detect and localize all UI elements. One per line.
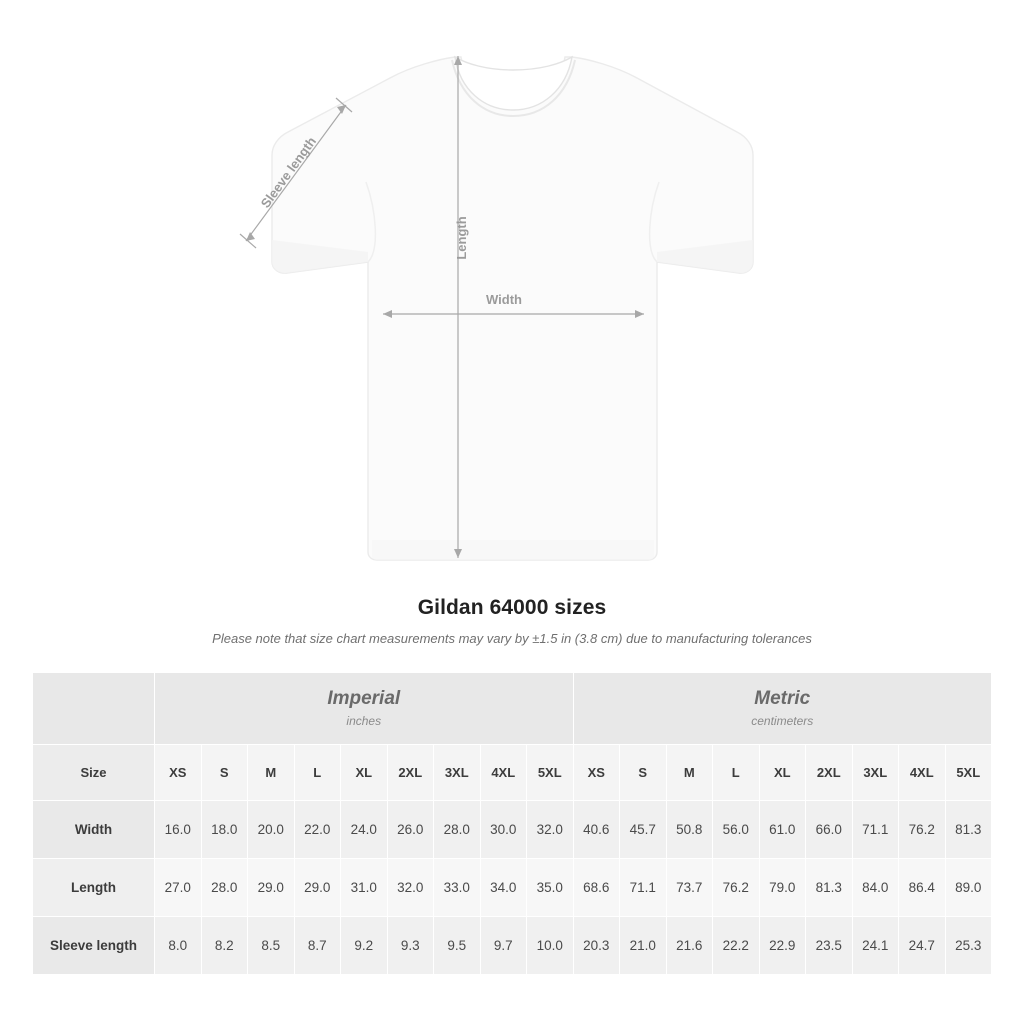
measurement-cell: 68.6 bbox=[573, 859, 620, 917]
row-label: Length bbox=[33, 859, 155, 917]
size-header-cell: XL bbox=[341, 745, 388, 801]
table-row bbox=[33, 917, 992, 975]
shirt-shape bbox=[272, 57, 753, 560]
size-header-cell: 5XL bbox=[527, 745, 574, 801]
table-row bbox=[33, 801, 992, 859]
measurement-cell: 45.7 bbox=[620, 801, 667, 859]
size-header-cell: 4XL bbox=[480, 745, 527, 801]
measurement-cell: 56.0 bbox=[713, 801, 760, 859]
size-table bbox=[32, 672, 992, 975]
measurement-cell: 76.2 bbox=[899, 801, 946, 859]
row-label: Sleeve length bbox=[33, 917, 155, 975]
unit-group-header-metric bbox=[573, 673, 992, 745]
tolerance-note: Please note that size chart measurements may vary by ±1.5 in (3.8 cm) due to manufacturing tolerances bbox=[212, 631, 812, 646]
measurement-cell: 28.0 bbox=[434, 801, 481, 859]
unit-group-name: Imperial bbox=[327, 687, 401, 709]
measurement-cell: 9.7 bbox=[480, 917, 527, 975]
measurement-cell: 32.0 bbox=[387, 859, 434, 917]
measurement-cell: 32.0 bbox=[527, 801, 574, 859]
measurement-cell: 9.3 bbox=[387, 917, 434, 975]
size-header-cell: M bbox=[666, 745, 713, 801]
measurement-cell: 24.1 bbox=[852, 917, 899, 975]
unit-group-header-imperial bbox=[155, 673, 574, 745]
size-header-cell: S bbox=[201, 745, 248, 801]
measurement-cell: 81.3 bbox=[806, 859, 853, 917]
size-header-cell: XS bbox=[155, 745, 202, 801]
size-header-cell: S bbox=[620, 745, 667, 801]
size-header-cell: 2XL bbox=[806, 745, 853, 801]
measurement-cell: 27.0 bbox=[155, 859, 202, 917]
row-label: Width bbox=[33, 801, 155, 859]
measurement-cell: 30.0 bbox=[480, 801, 527, 859]
size-header-cell: M bbox=[248, 745, 295, 801]
measurement-cell: 76.2 bbox=[713, 859, 760, 917]
measurement-cell: 20.3 bbox=[573, 917, 620, 975]
size-header-cell: 3XL bbox=[852, 745, 899, 801]
page-title: Gildan 64000 sizes bbox=[417, 596, 607, 619]
size-header-cell: 4XL bbox=[899, 745, 946, 801]
measurement-cell: 24.0 bbox=[341, 801, 388, 859]
measurement-cell: 22.2 bbox=[713, 917, 760, 975]
measurement-cell: 29.0 bbox=[248, 859, 295, 917]
measurement-cell: 40.6 bbox=[573, 801, 620, 859]
unit-group-sub: inches bbox=[346, 714, 382, 729]
measurement-cell: 29.0 bbox=[294, 859, 341, 917]
measurement-cell: 71.1 bbox=[620, 859, 667, 917]
measurement-cell: 16.0 bbox=[155, 801, 202, 859]
measurement-cell: 50.8 bbox=[666, 801, 713, 859]
size-header-cell: XS bbox=[573, 745, 620, 801]
size-header-label: Size bbox=[33, 745, 155, 801]
size-header-cell: 3XL bbox=[434, 745, 481, 801]
measurement-cell: 9.2 bbox=[341, 917, 388, 975]
measurement-cell: 86.4 bbox=[899, 859, 946, 917]
size-header-row bbox=[33, 745, 992, 801]
measurement-cell: 81.3 bbox=[945, 801, 992, 859]
measurement-cell: 73.7 bbox=[666, 859, 713, 917]
measurement-cell: 31.0 bbox=[341, 859, 388, 917]
measurement-cell: 21.6 bbox=[666, 917, 713, 975]
measurement-cell: 26.0 bbox=[387, 801, 434, 859]
label-length: Length bbox=[454, 216, 469, 260]
table-corner-cell bbox=[33, 673, 155, 745]
measurement-cell: 33.0 bbox=[434, 859, 481, 917]
size-header-cell: L bbox=[294, 745, 341, 801]
measurement-cell: 21.0 bbox=[620, 917, 667, 975]
measurement-cell: 34.0 bbox=[480, 859, 527, 917]
label-sleeve-length: Sleeve length bbox=[257, 134, 320, 211]
measurement-cell: 8.7 bbox=[294, 917, 341, 975]
label-width: Width bbox=[486, 292, 522, 307]
measurement-cell: 28.0 bbox=[201, 859, 248, 917]
measurement-cell: 20.0 bbox=[248, 801, 295, 859]
unit-group-sub: centimeters bbox=[751, 714, 814, 729]
measurement-cell: 18.0 bbox=[201, 801, 248, 859]
unit-group-name: Metric bbox=[754, 687, 811, 709]
measurement-cell: 8.5 bbox=[248, 917, 295, 975]
measurement-cell: 89.0 bbox=[945, 859, 992, 917]
measurement-cell: 22.0 bbox=[294, 801, 341, 859]
measurement-cell: 9.5 bbox=[434, 917, 481, 975]
size-table-wrap bbox=[32, 672, 992, 975]
measurement-cell: 61.0 bbox=[759, 801, 806, 859]
size-header-cell: XL bbox=[759, 745, 806, 801]
measurement-cell: 22.9 bbox=[759, 917, 806, 975]
measurement-cell: 66.0 bbox=[806, 801, 853, 859]
measurement-cell: 8.0 bbox=[155, 917, 202, 975]
table-row bbox=[33, 859, 992, 917]
title-block bbox=[0, 596, 1024, 646]
unit-group-row bbox=[33, 673, 992, 745]
measurement-cell: 71.1 bbox=[852, 801, 899, 859]
measurement-cell: 10.0 bbox=[527, 917, 574, 975]
measurement-cell: 25.3 bbox=[945, 917, 992, 975]
size-header-cell: 5XL bbox=[945, 745, 992, 801]
measurement-cell: 8.2 bbox=[201, 917, 248, 975]
size-header-cell: L bbox=[713, 745, 760, 801]
measurement-cell: 35.0 bbox=[527, 859, 574, 917]
measurement-cell: 84.0 bbox=[852, 859, 899, 917]
measurement-cell: 79.0 bbox=[759, 859, 806, 917]
measurement-cell: 23.5 bbox=[806, 917, 853, 975]
measurement-cell: 24.7 bbox=[899, 917, 946, 975]
size-header-cell: 2XL bbox=[387, 745, 434, 801]
